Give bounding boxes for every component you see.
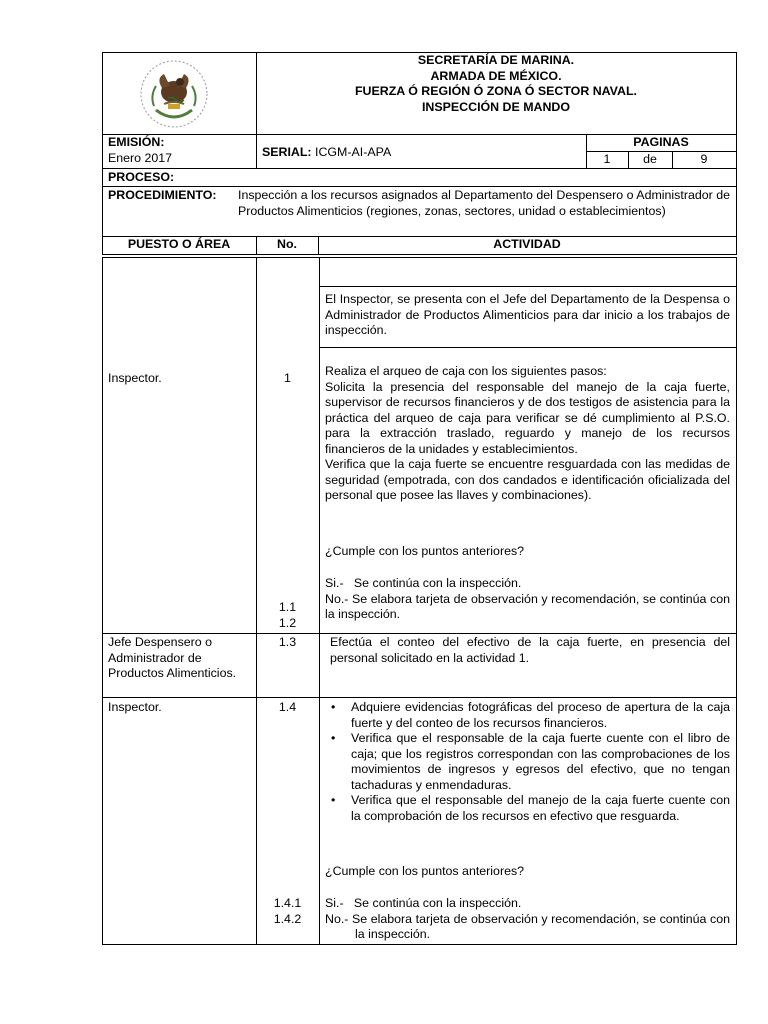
activity-answers — [325, 576, 730, 623]
row-number: 1 — [284, 371, 291, 385]
column-header-actividad: ACTIVIDAD — [493, 237, 561, 251]
bullet-icon: • — [331, 731, 336, 745]
row-subnumber: 1.4.1 — [273, 896, 302, 910]
row-number: 1.3 — [278, 635, 297, 649]
list-item: • Verifica que el responsable de la caja fuerte cuente con el libro de caja; que los registros correspondan con las comprobaciones de los movimientos de ingresos y egresos del efectivo, que no tengan tachaduras y enmendaduras. — [331, 731, 730, 792]
bullet-icon: • — [331, 700, 336, 714]
row-subnumber: 1.1 — [278, 600, 297, 614]
header-line-2: ARMADA DE MÉXICO. — [430, 68, 562, 83]
row-subnumber: 1.4.2 — [273, 911, 302, 926]
activity-text: Efectúa el conteo del efectivo de la caja fuerte, en presencia del personal solicitado en la actividad 1. — [330, 635, 730, 665]
answer-no: No.- Se elabora tarjeta de observación y recomendación, se continúa con la inspección. — [325, 911, 730, 941]
navy-seal-logo — [134, 58, 214, 130]
answer-si: Si.- Se continúa con la inspección. — [325, 896, 522, 910]
serial-value: ICGM-AI-APA — [315, 145, 392, 159]
proceso-label: PROCESO: — [108, 170, 175, 184]
activity-answers — [325, 896, 730, 943]
page-current: 1 — [603, 152, 611, 166]
row-area: Inspector. — [108, 700, 162, 714]
header-line-1: SECRETARÍA DE MARINA. — [417, 53, 575, 67]
activity-question: ¿Cumple con los puntos anteriores? — [325, 864, 525, 878]
activity-bullet-list — [325, 700, 730, 824]
serial-field — [262, 145, 391, 159]
header-line-4: INSPECCIÓN DE MANDO — [421, 99, 570, 114]
row-number: 1.4 — [278, 700, 297, 714]
activity-intro: El Inspector, se presenta con el Jefe del Departamento de la Despensa o Administrador de Productos Alimenticios para dar inicio a los trabajos de inspección. — [325, 292, 730, 337]
row-area: Inspector. — [108, 371, 162, 385]
row-subnumbers — [256, 600, 319, 631]
column-header-area: PUESTO O ÁREA — [127, 237, 231, 251]
emision-value: Enero 2017 — [108, 151, 173, 165]
emision-label: EMISIÓN: — [108, 135, 165, 149]
page-of: de — [643, 152, 657, 166]
serial-label: SERIAL: — [262, 145, 312, 159]
bullet-icon: • — [331, 793, 336, 807]
procedimiento-text: Inspección a los recursos asignados al Departamento del Despensero o Administrador de Productos Alimenticios (regiones, zonas, sectores, unidad o establecimientos) — [238, 188, 730, 218]
header-line-3: FUERZA Ó REGIÓN Ó ZONA Ó SECTOR NAVAL. — [354, 84, 637, 98]
activity-step: Solicita la presencia del responsable del manejo de la caja fuerte, supervisor de recursos financieros y de dos testigos de asistencia para la práctica del arqueo de caja para verificar se dé cumplimiento al P.S.O. para la extracción traslado, reguardo y manejo de los recursos financieros de la unidades y establecimientos. — [325, 379, 730, 456]
activity-step: Verifica que la caja fuerte se encuentre resguardada con las medidas de seguridad (empotrada, con dos candados e identificación oficializada del personal que posee las llaves y combinaciones). — [325, 457, 730, 502]
page-total: 9 — [700, 152, 708, 166]
list-item: • Verifica que el responsable del manejo de la caja fuerte cuente con la comprobación de los recursos en efectivo que resguarda. — [331, 793, 730, 823]
row-subnumber: 1.2 — [278, 615, 297, 630]
answer-no: No.- Se elabora tarjeta de observación y recomendación, se continúa con la inspección. — [325, 591, 730, 621]
row-area: Jefe Despensero o Administrador de Productos Alimenticios. — [108, 635, 237, 680]
column-header-no: No. — [277, 237, 297, 251]
activity-steps — [325, 364, 730, 504]
list-item: • Adquiere evidencias fotográficas del proceso de apertura de la caja fuerte y del conteo de los recursos financieros. — [331, 700, 730, 730]
activity-question: ¿Cumple con los puntos anteriores? — [325, 544, 525, 558]
paginas-label: PAGINAS — [633, 135, 689, 149]
row-subnumbers — [256, 896, 319, 927]
answer-si: Si.- Se continúa con la inspección. — [325, 576, 522, 590]
procedimiento-label: PROCEDIMIENTO: — [108, 188, 217, 202]
activity-step-title: Realiza el arqueo de caja con los siguientes pasos: — [325, 364, 607, 378]
